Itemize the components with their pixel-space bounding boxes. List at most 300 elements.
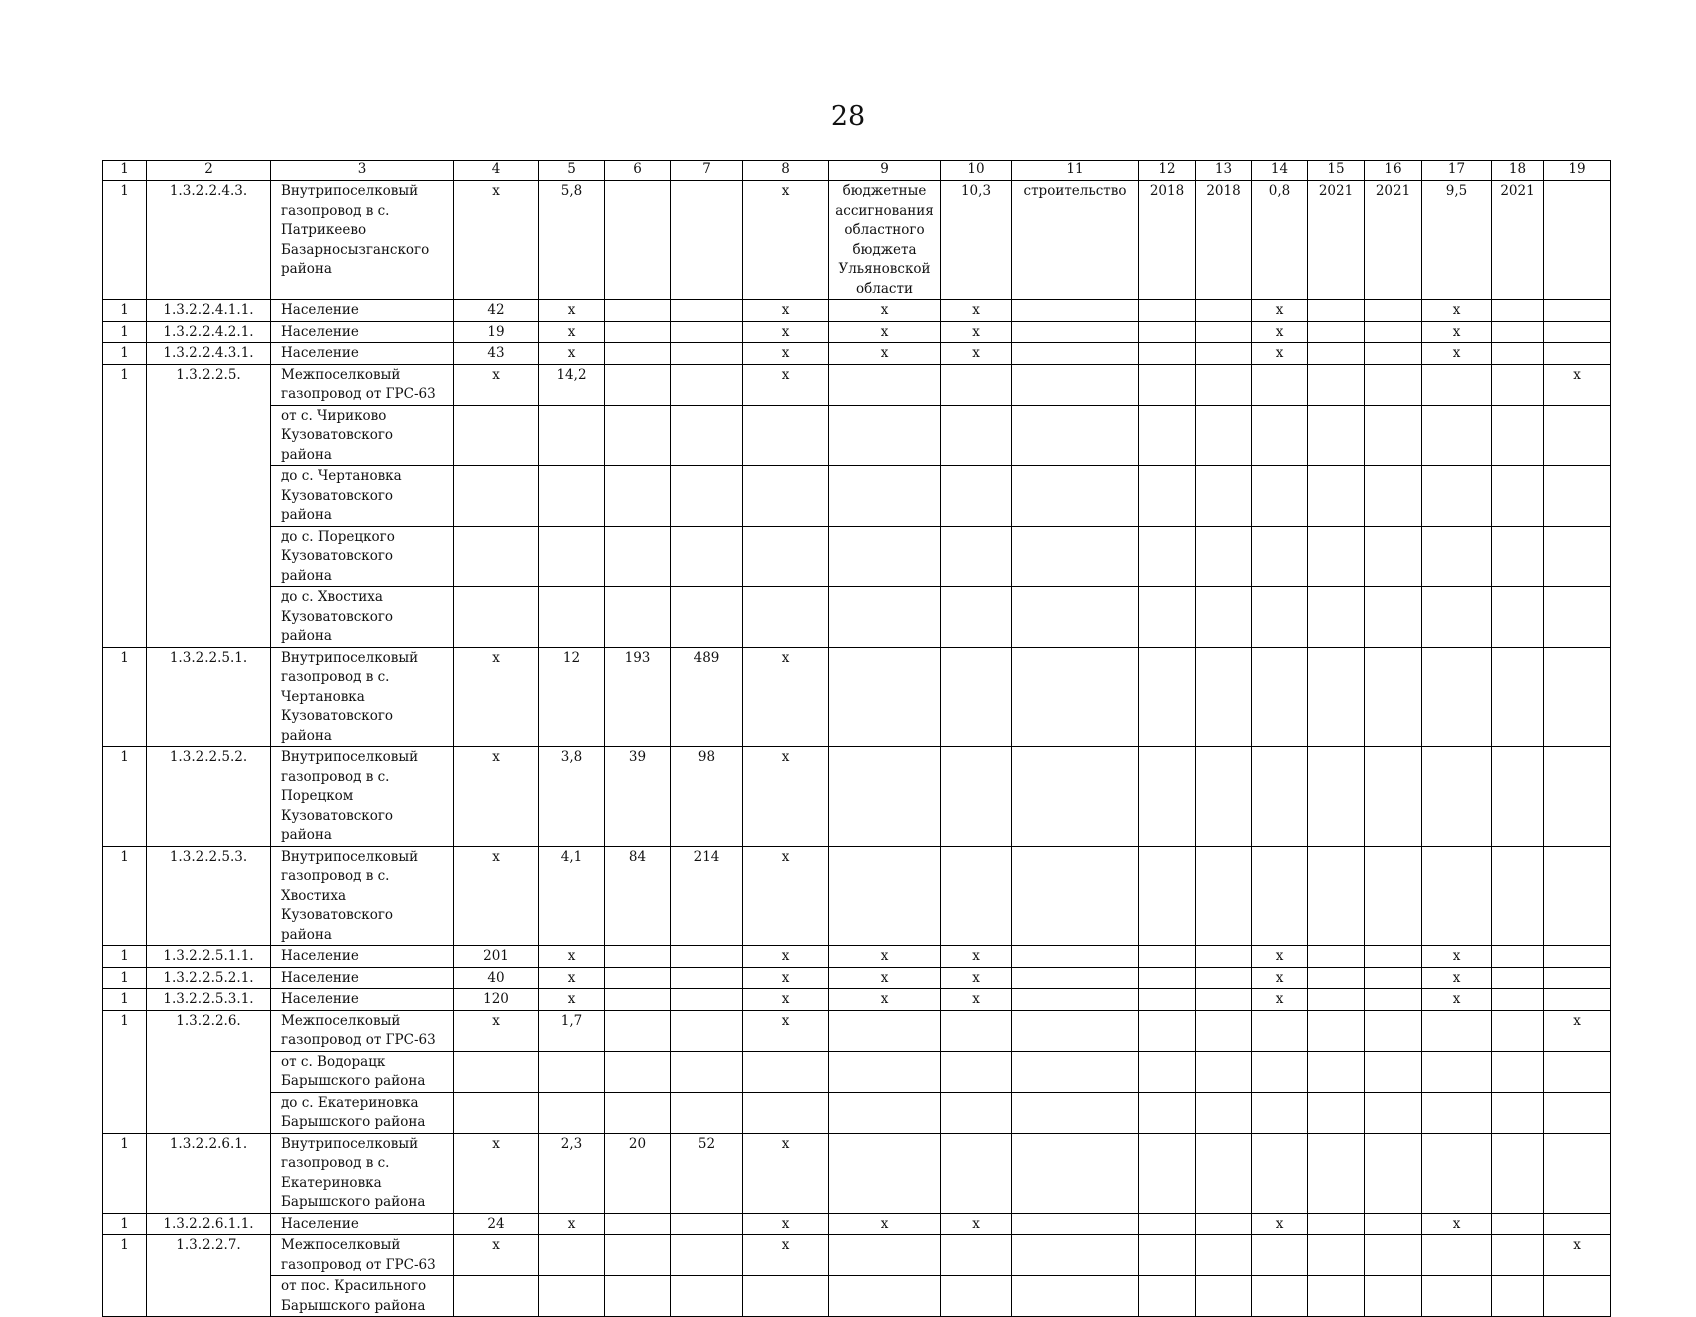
table-cell bbox=[1196, 1010, 1252, 1051]
table-cell bbox=[1196, 526, 1252, 587]
table-cell bbox=[1196, 587, 1252, 648]
table-cell: 1 bbox=[103, 846, 147, 946]
table-cell bbox=[1365, 321, 1422, 343]
table-cell bbox=[941, 364, 1012, 405]
table-cell bbox=[1196, 647, 1252, 747]
table-cell bbox=[605, 1010, 671, 1051]
table-cell: от с. Чириково Кузоватовского района bbox=[271, 405, 454, 466]
table-cell bbox=[1012, 1133, 1139, 1213]
table-cell bbox=[829, 364, 941, 405]
table-cell bbox=[1365, 364, 1422, 405]
table-cell: 1 bbox=[103, 1010, 147, 1133]
table-cell bbox=[1308, 1235, 1365, 1276]
table-cell: Население bbox=[271, 967, 454, 989]
table-cell bbox=[605, 364, 671, 405]
table-cell bbox=[1422, 846, 1492, 946]
table-cell bbox=[941, 1051, 1012, 1092]
table-row bbox=[103, 647, 1611, 747]
table-cell bbox=[1252, 526, 1308, 587]
table-cell bbox=[671, 343, 743, 365]
table-row bbox=[103, 466, 1611, 527]
table-cell bbox=[1308, 300, 1365, 322]
table-cell bbox=[1365, 846, 1422, 946]
table-cell bbox=[1422, 1133, 1492, 1213]
table-cell: Население bbox=[271, 343, 454, 365]
table-cell bbox=[671, 466, 743, 527]
column-header: 10 bbox=[941, 161, 1012, 181]
table-cell bbox=[1544, 587, 1611, 648]
table-cell bbox=[1544, 300, 1611, 322]
table-cell bbox=[1422, 405, 1492, 466]
table-cell: Население bbox=[271, 300, 454, 322]
table-cell: х bbox=[941, 946, 1012, 968]
table-cell bbox=[1365, 300, 1422, 322]
table-cell bbox=[605, 526, 671, 587]
table-cell bbox=[1492, 747, 1544, 847]
table-row bbox=[103, 526, 1611, 587]
data-table bbox=[102, 160, 1611, 1317]
table-cell bbox=[941, 846, 1012, 946]
table-cell: 1.3.2.2.5.1. bbox=[147, 647, 271, 747]
table-cell bbox=[1139, 1133, 1196, 1213]
table-cell bbox=[1308, 343, 1365, 365]
table-cell bbox=[829, 747, 941, 847]
table-cell bbox=[1422, 1051, 1492, 1092]
table-cell bbox=[1196, 747, 1252, 847]
table-cell bbox=[1365, 526, 1422, 587]
table-cell bbox=[671, 587, 743, 648]
table-cell bbox=[671, 1010, 743, 1051]
table-cell bbox=[1196, 1051, 1252, 1092]
column-header: 3 bbox=[271, 161, 454, 181]
table-cell bbox=[941, 1276, 1012, 1317]
table-cell bbox=[1544, 526, 1611, 587]
table-cell bbox=[1012, 1276, 1139, 1317]
table-cell: х bbox=[539, 300, 605, 322]
table-row bbox=[103, 747, 1611, 847]
table-cell bbox=[1308, 946, 1365, 968]
table-cell bbox=[1139, 1051, 1196, 1092]
table-cell: х bbox=[1252, 300, 1308, 322]
table-cell bbox=[1492, 1276, 1544, 1317]
table-cell: х bbox=[454, 1235, 539, 1276]
table-cell: х bbox=[829, 1213, 941, 1235]
table-row bbox=[103, 321, 1611, 343]
table-cell bbox=[1422, 747, 1492, 847]
table-cell bbox=[1544, 989, 1611, 1011]
column-header: 1 bbox=[103, 161, 147, 181]
table-cell: х bbox=[941, 343, 1012, 365]
table-row bbox=[103, 405, 1611, 466]
table-cell bbox=[1492, 526, 1544, 587]
table-cell: х bbox=[1544, 1010, 1611, 1051]
table-cell bbox=[454, 405, 539, 466]
table-cell bbox=[1139, 967, 1196, 989]
table-cell bbox=[1196, 1235, 1252, 1276]
table-row bbox=[103, 364, 1611, 405]
table-cell bbox=[1308, 846, 1365, 946]
table-cell: 39 bbox=[605, 747, 671, 847]
table-cell bbox=[743, 526, 829, 587]
table-cell: х bbox=[743, 300, 829, 322]
table-cell bbox=[1196, 967, 1252, 989]
table-cell: 1.3.2.2.7. bbox=[147, 1235, 271, 1317]
table-cell: х bbox=[829, 343, 941, 365]
table-cell: х bbox=[941, 967, 1012, 989]
table-cell bbox=[1544, 946, 1611, 968]
table-cell: 1.3.2.2.5.3. bbox=[147, 846, 271, 946]
table-cell bbox=[1544, 747, 1611, 847]
table-cell bbox=[1365, 405, 1422, 466]
table-cell bbox=[941, 587, 1012, 648]
table-cell bbox=[1308, 364, 1365, 405]
column-header: 7 bbox=[671, 161, 743, 181]
table-cell bbox=[1365, 343, 1422, 365]
table-cell bbox=[1252, 647, 1308, 747]
table-cell bbox=[454, 587, 539, 648]
table-cell: 1 bbox=[103, 1235, 147, 1317]
column-header: 4 bbox=[454, 161, 539, 181]
table-cell: 0,8 bbox=[1252, 181, 1308, 300]
table-cell bbox=[941, 526, 1012, 587]
table-cell bbox=[1139, 647, 1196, 747]
table-cell bbox=[941, 1133, 1012, 1213]
column-header: 16 bbox=[1365, 161, 1422, 181]
table-cell: 1.3.2.2.6.1. bbox=[147, 1133, 271, 1213]
table-cell bbox=[1492, 946, 1544, 968]
table-cell: 12 bbox=[539, 647, 605, 747]
table-cell bbox=[605, 946, 671, 968]
table-cell: х bbox=[743, 989, 829, 1011]
table-cell bbox=[671, 1051, 743, 1092]
table-cell bbox=[1139, 747, 1196, 847]
table-cell: х bbox=[829, 321, 941, 343]
table-cell bbox=[605, 1051, 671, 1092]
table-cell bbox=[941, 1235, 1012, 1276]
table-cell bbox=[1544, 1092, 1611, 1133]
table-cell: х bbox=[1422, 946, 1492, 968]
table-cell bbox=[1492, 989, 1544, 1011]
table-cell: Внутрипоселковый газопровод в с. Патрикеево Базарносызганского района bbox=[271, 181, 454, 300]
table-cell: х bbox=[829, 946, 941, 968]
column-header: 17 bbox=[1422, 161, 1492, 181]
table-cell bbox=[671, 989, 743, 1011]
table-cell bbox=[1252, 1276, 1308, 1317]
table-cell: 214 bbox=[671, 846, 743, 946]
table-cell bbox=[1422, 587, 1492, 648]
table-cell bbox=[1365, 967, 1422, 989]
table-cell bbox=[1365, 466, 1422, 527]
table-cell bbox=[1308, 989, 1365, 1011]
header-row bbox=[103, 161, 1611, 181]
table-cell bbox=[1196, 946, 1252, 968]
column-header: 15 bbox=[1308, 161, 1365, 181]
table-cell bbox=[1422, 364, 1492, 405]
table-row bbox=[103, 1276, 1611, 1317]
table-cell bbox=[1422, 1092, 1492, 1133]
table-cell: Внутрипоселковый газопровод в с. Хвостиха Кузоватовского района bbox=[271, 846, 454, 946]
table-cell: 1 bbox=[103, 181, 147, 300]
table-cell bbox=[743, 1092, 829, 1133]
table-cell bbox=[605, 1276, 671, 1317]
table-cell bbox=[1308, 321, 1365, 343]
table-cell: х bbox=[454, 647, 539, 747]
table-cell: х bbox=[539, 989, 605, 1011]
table-cell bbox=[1012, 466, 1139, 527]
table-row bbox=[103, 989, 1611, 1011]
table-cell bbox=[743, 587, 829, 648]
column-header: 13 bbox=[1196, 161, 1252, 181]
table-cell bbox=[1308, 967, 1365, 989]
table-cell bbox=[1196, 343, 1252, 365]
column-header: 2 bbox=[147, 161, 271, 181]
table-cell: х bbox=[743, 647, 829, 747]
table-cell bbox=[829, 1051, 941, 1092]
table-cell: Межпоселковый газопровод от ГРС-63 bbox=[271, 364, 454, 405]
table-cell: 1.3.2.2.5.2.1. bbox=[147, 967, 271, 989]
table-cell bbox=[1365, 1051, 1422, 1092]
table-cell bbox=[1012, 1051, 1139, 1092]
table-cell bbox=[1422, 1276, 1492, 1317]
table-cell bbox=[539, 1276, 605, 1317]
table-cell bbox=[1492, 1235, 1544, 1276]
table-cell: Население bbox=[271, 1213, 454, 1235]
table-cell bbox=[1308, 587, 1365, 648]
table-cell: 1.3.2.2.6. bbox=[147, 1010, 271, 1133]
column-header: 5 bbox=[539, 161, 605, 181]
table-cell bbox=[829, 587, 941, 648]
table-cell bbox=[454, 1092, 539, 1133]
table-cell bbox=[1492, 647, 1544, 747]
table-cell bbox=[829, 466, 941, 527]
table-cell: х bbox=[539, 1213, 605, 1235]
table-cell bbox=[605, 181, 671, 300]
table-cell bbox=[1308, 747, 1365, 847]
table-cell bbox=[605, 466, 671, 527]
table-cell bbox=[829, 526, 941, 587]
table-cell bbox=[1139, 846, 1196, 946]
table-cell bbox=[1492, 364, 1544, 405]
table-cell bbox=[605, 587, 671, 648]
table-cell bbox=[1252, 1133, 1308, 1213]
table-cell bbox=[1139, 1010, 1196, 1051]
table-cell: х bbox=[743, 181, 829, 300]
table-cell bbox=[1012, 343, 1139, 365]
table-cell bbox=[1012, 526, 1139, 587]
table-cell bbox=[1365, 1213, 1422, 1235]
table-cell: х bbox=[1544, 1235, 1611, 1276]
table-cell bbox=[605, 343, 671, 365]
table-cell bbox=[1492, 321, 1544, 343]
page-number: 28 bbox=[830, 101, 866, 132]
table-cell bbox=[1422, 466, 1492, 527]
table-cell: бюджетные ассигнования областного бюджета Ульяновской области bbox=[829, 181, 941, 300]
table-cell bbox=[454, 1051, 539, 1092]
table-cell bbox=[1196, 364, 1252, 405]
table-cell bbox=[1252, 846, 1308, 946]
table-cell: до с. Екатериновка Барышского района bbox=[271, 1092, 454, 1133]
table-cell bbox=[539, 405, 605, 466]
table-row bbox=[103, 1235, 1611, 1276]
table-cell: 1,7 bbox=[539, 1010, 605, 1051]
table-cell bbox=[1012, 946, 1139, 968]
table-cell bbox=[1492, 405, 1544, 466]
table-cell bbox=[671, 405, 743, 466]
table-cell: 5,8 bbox=[539, 181, 605, 300]
table-cell bbox=[1196, 989, 1252, 1011]
table-cell bbox=[941, 1092, 1012, 1133]
table-cell bbox=[1012, 1213, 1139, 1235]
table-cell bbox=[1544, 321, 1611, 343]
table-cell bbox=[1492, 587, 1544, 648]
table-cell bbox=[1012, 1092, 1139, 1133]
table-cell bbox=[605, 405, 671, 466]
table-cell: 1 bbox=[103, 300, 147, 322]
table-cell bbox=[605, 1235, 671, 1276]
table-cell: х bbox=[454, 846, 539, 946]
table-cell bbox=[1492, 1133, 1544, 1213]
table-cell: 1.3.2.2.4.2.1. bbox=[147, 321, 271, 343]
table-cell bbox=[539, 1092, 605, 1133]
table-cell: х bbox=[743, 1213, 829, 1235]
table-cell bbox=[1544, 846, 1611, 946]
table-cell: Межпоселковый газопровод от ГРС-63 bbox=[271, 1235, 454, 1276]
table-cell: х bbox=[539, 343, 605, 365]
table-row bbox=[103, 846, 1611, 946]
table-cell bbox=[1492, 967, 1544, 989]
table-cell bbox=[1308, 1133, 1365, 1213]
table-cell: х bbox=[1422, 967, 1492, 989]
table-cell bbox=[1252, 1092, 1308, 1133]
table-cell: от пос. Красильного Барышского района bbox=[271, 1276, 454, 1317]
table-cell bbox=[605, 989, 671, 1011]
table-cell bbox=[1365, 587, 1422, 648]
table-cell bbox=[671, 967, 743, 989]
table-cell: 1.3.2.2.6.1.1. bbox=[147, 1213, 271, 1235]
table-cell bbox=[1139, 1092, 1196, 1133]
table-cell bbox=[1365, 647, 1422, 747]
table-cell bbox=[1544, 1133, 1611, 1213]
column-header: 14 bbox=[1252, 161, 1308, 181]
table-cell bbox=[1544, 466, 1611, 527]
table-cell: х bbox=[1252, 967, 1308, 989]
table-cell: х bbox=[1252, 946, 1308, 968]
table-cell bbox=[671, 946, 743, 968]
table-cell bbox=[1365, 946, 1422, 968]
table-cell bbox=[605, 321, 671, 343]
table-cell bbox=[539, 526, 605, 587]
table-cell: 1.3.2.2.5.3.1. bbox=[147, 989, 271, 1011]
table-cell bbox=[1196, 846, 1252, 946]
table-cell bbox=[1012, 846, 1139, 946]
table-cell bbox=[1196, 405, 1252, 466]
table-cell bbox=[1012, 405, 1139, 466]
table-cell bbox=[671, 526, 743, 587]
table-cell: 3,8 bbox=[539, 747, 605, 847]
table-cell bbox=[605, 967, 671, 989]
table-cell: х bbox=[743, 747, 829, 847]
table-cell: 2021 bbox=[1365, 181, 1422, 300]
table-cell bbox=[829, 846, 941, 946]
table-cell: 1.3.2.2.4.3.1. bbox=[147, 343, 271, 365]
table-cell bbox=[1012, 647, 1139, 747]
table-cell: х bbox=[743, 946, 829, 968]
table-cell bbox=[605, 300, 671, 322]
table-cell bbox=[1492, 846, 1544, 946]
table-cell bbox=[941, 647, 1012, 747]
table-cell: х bbox=[743, 343, 829, 365]
table-cell: х bbox=[743, 364, 829, 405]
table-cell: х bbox=[743, 967, 829, 989]
table-cell: Межпоселковый газопровод от ГРС-63 bbox=[271, 1010, 454, 1051]
table-cell: 1.3.2.2.4.1.1. bbox=[147, 300, 271, 322]
table-cell bbox=[539, 587, 605, 648]
table-cell: х bbox=[829, 300, 941, 322]
table-row bbox=[103, 1010, 1611, 1051]
table-cell: 2021 bbox=[1308, 181, 1365, 300]
table-cell bbox=[743, 1276, 829, 1317]
table-cell: х bbox=[454, 1010, 539, 1051]
table-cell bbox=[1492, 1213, 1544, 1235]
table-row bbox=[103, 1213, 1611, 1235]
table-cell bbox=[1544, 967, 1611, 989]
table-cell bbox=[1196, 1133, 1252, 1213]
table-cell: х bbox=[941, 1213, 1012, 1235]
table-cell: 1 bbox=[103, 967, 147, 989]
column-header: 12 bbox=[1139, 161, 1196, 181]
table-cell bbox=[671, 1276, 743, 1317]
table-cell bbox=[1365, 1092, 1422, 1133]
table-cell: х bbox=[941, 321, 1012, 343]
table-cell bbox=[454, 1276, 539, 1317]
table-cell bbox=[1196, 466, 1252, 527]
table-cell bbox=[941, 405, 1012, 466]
table-cell: 20 bbox=[605, 1133, 671, 1213]
table-cell bbox=[829, 1276, 941, 1317]
table-cell bbox=[1422, 1235, 1492, 1276]
table-cell: 43 bbox=[454, 343, 539, 365]
table-cell: 52 bbox=[671, 1133, 743, 1213]
table-cell bbox=[1012, 321, 1139, 343]
table-cell: 1.3.2.2.5.2. bbox=[147, 747, 271, 847]
table-cell: 42 bbox=[454, 300, 539, 322]
table-cell bbox=[1196, 1276, 1252, 1317]
table-cell bbox=[1139, 405, 1196, 466]
table-cell bbox=[539, 1051, 605, 1092]
table-cell: 1 bbox=[103, 747, 147, 847]
column-header: 9 bbox=[829, 161, 941, 181]
table-cell bbox=[1012, 1010, 1139, 1051]
table-cell: 1 bbox=[103, 321, 147, 343]
table-cell bbox=[1308, 1010, 1365, 1051]
table-cell bbox=[829, 1133, 941, 1213]
table-cell bbox=[1252, 405, 1308, 466]
table-cell: х bbox=[1422, 300, 1492, 322]
table-cell bbox=[1012, 747, 1139, 847]
table-cell bbox=[743, 466, 829, 527]
table-cell: 4,1 bbox=[539, 846, 605, 946]
table-cell bbox=[1544, 181, 1611, 300]
table-cell bbox=[1252, 587, 1308, 648]
table-cell: 1 bbox=[103, 647, 147, 747]
table-cell bbox=[1492, 1010, 1544, 1051]
table-cell: строительство bbox=[1012, 181, 1139, 300]
table-cell: х bbox=[1252, 321, 1308, 343]
table-cell bbox=[1492, 466, 1544, 527]
table-cell: х bbox=[743, 1235, 829, 1276]
table-row bbox=[103, 946, 1611, 968]
table-row bbox=[103, 967, 1611, 989]
